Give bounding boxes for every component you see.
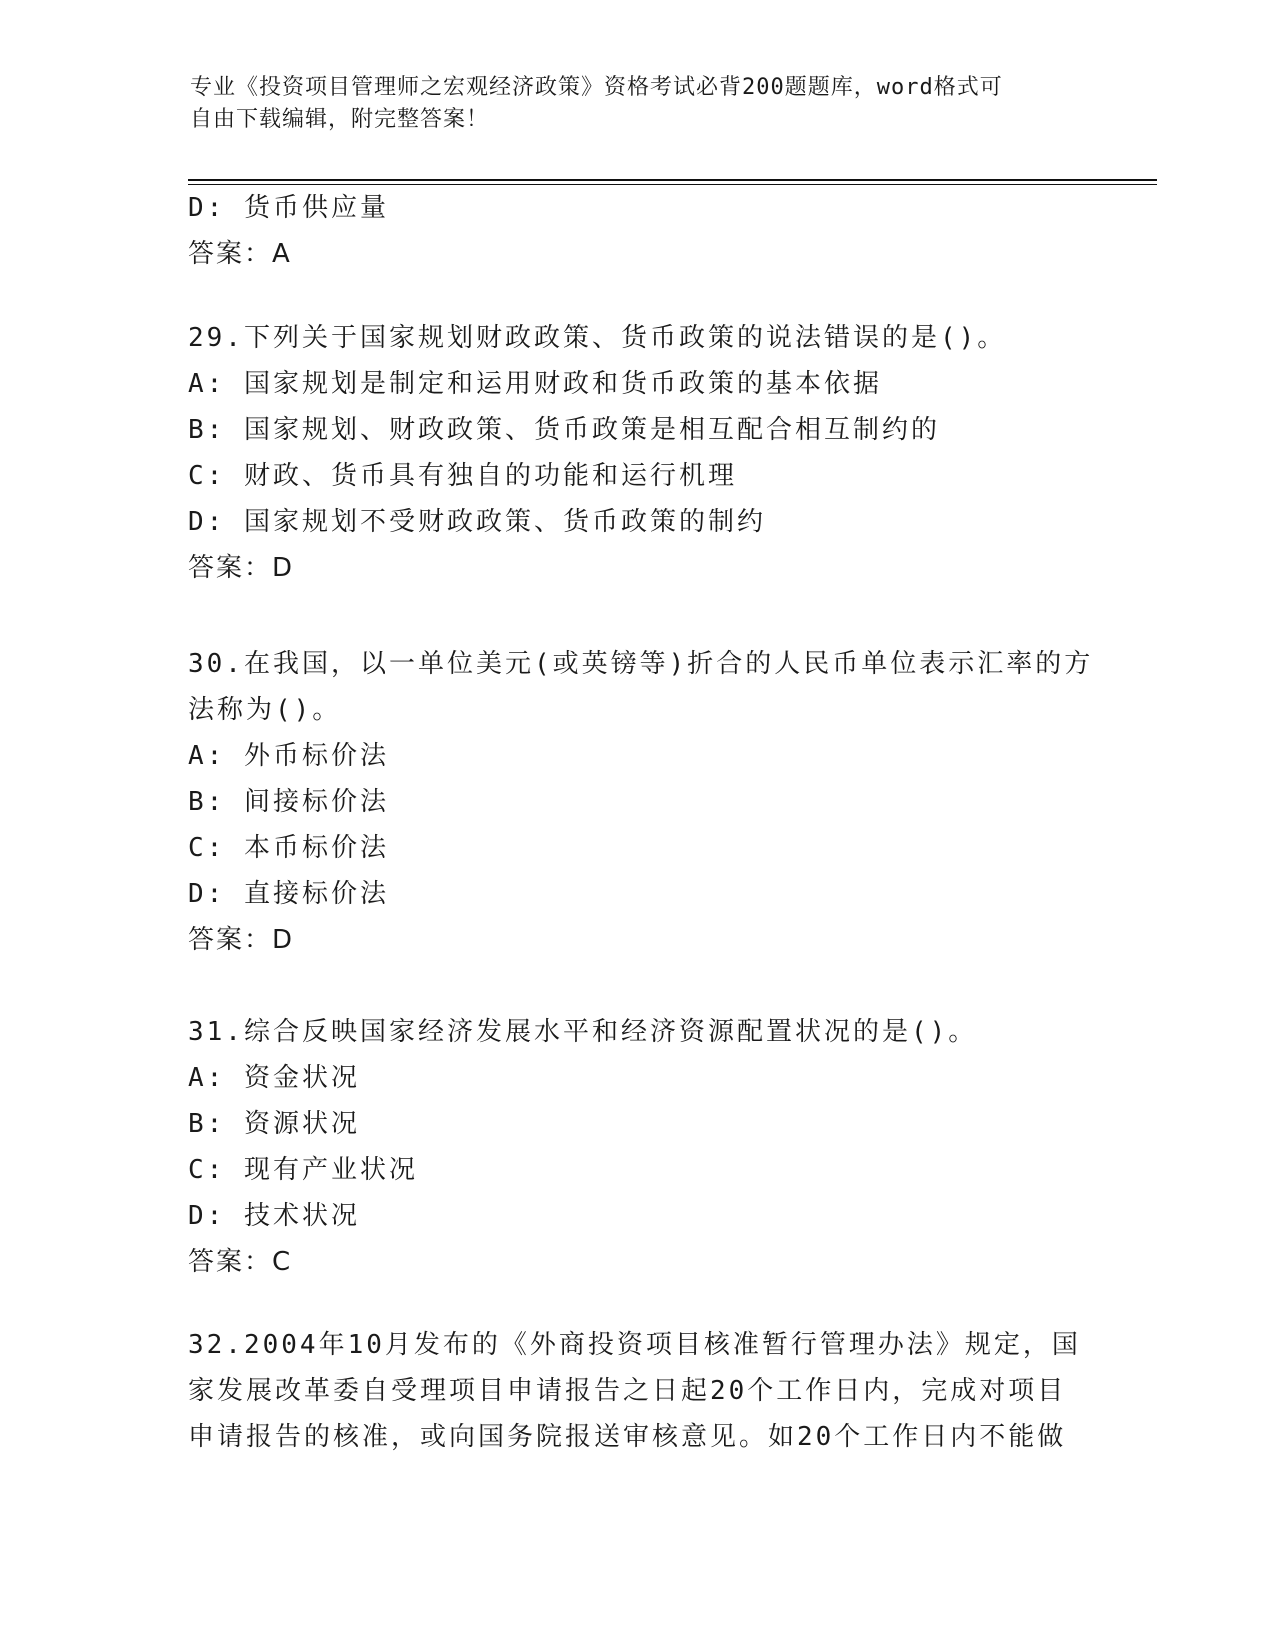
answer-line bbox=[188, 1239, 1088, 1285]
question-number: 29. bbox=[188, 323, 244, 353]
question-stem-continuation: 家发展改革委自受理项目申请报告之日起20个工作日内，完成对项目 bbox=[188, 1376, 1067, 1406]
question-number: 30. bbox=[188, 649, 244, 679]
option-a: A: 资金状况 bbox=[188, 1063, 360, 1093]
question-30 bbox=[188, 641, 1094, 963]
header-line-2: 自由下载编辑，附完整答案！ bbox=[190, 107, 490, 132]
option-b: B: 国家规划、财政政策、货币政策是相互配合相互制约的 bbox=[188, 415, 940, 445]
answer-line bbox=[188, 231, 1088, 277]
question-29 bbox=[188, 315, 1088, 591]
option-a: A: 国家规划是制定和运用财政和货币政策的基本依据 bbox=[188, 369, 882, 399]
answer-label: 答案： bbox=[188, 239, 273, 269]
option-d: D: 直接标价法 bbox=[188, 879, 389, 909]
question-stem: 2004年10月发布的《外商投资项目核准暂行管理办法》规定，国 bbox=[243, 1330, 1081, 1360]
answer-line bbox=[188, 917, 1088, 963]
question-number: 32. bbox=[188, 1330, 244, 1360]
question-stem-continuation: 法称为()。 bbox=[188, 695, 342, 725]
answer-line bbox=[188, 545, 1088, 591]
answer-label: 答案： bbox=[188, 553, 273, 583]
document-header bbox=[190, 72, 1080, 136]
answer-value: C bbox=[272, 1247, 292, 1277]
option-c: C: 本币标价法 bbox=[188, 833, 389, 863]
question-stem-line bbox=[188, 315, 1088, 361]
option-b: B: 资源状况 bbox=[188, 1109, 360, 1139]
question-stem-continuation: 申请报告的核准，或向国务院报送审核意见。如20个工作日内不能做 bbox=[188, 1422, 1067, 1452]
option-d: D: 货币供应量 bbox=[188, 193, 389, 223]
option-c: C: 财政、货币具有独自的功能和运行机理 bbox=[188, 461, 737, 491]
option-d: D: 技术状况 bbox=[188, 1201, 360, 1231]
header-divider-thick bbox=[188, 179, 1157, 181]
option-c: C: 现有产业状况 bbox=[188, 1155, 418, 1185]
answer-label: 答案： bbox=[188, 925, 273, 955]
option-a: A: 外币标价法 bbox=[188, 741, 389, 771]
option-b: B: 间接标价法 bbox=[188, 787, 389, 817]
question-stem: 综合反映国家经济发展水平和经济资源配置状况的是()。 bbox=[243, 1017, 978, 1047]
carryover-block bbox=[188, 185, 1088, 277]
question-stem-line bbox=[188, 641, 1094, 687]
question-stem-line bbox=[188, 1009, 1088, 1055]
answer-label: 答案： bbox=[188, 1247, 273, 1277]
answer-value: A bbox=[272, 239, 291, 269]
question-stem: 下列关于国家规划财政政策、货币政策的说法错误的是()。 bbox=[243, 323, 1007, 353]
header-line-1: 专业《投资项目管理师之宏观经济政策》资格考试必背200题题库，word格式可 bbox=[190, 75, 1003, 100]
answer-value: D bbox=[272, 553, 294, 583]
question-stem: 在我国，以一单位美元(或英镑等)折合的人民币单位表示汇率的方 bbox=[243, 649, 1094, 679]
answer-value: D bbox=[272, 925, 294, 955]
question-stem-line bbox=[188, 1322, 1088, 1368]
option-d: D: 国家规划不受财政政策、货币政策的制约 bbox=[188, 507, 766, 537]
question-32 bbox=[188, 1322, 1088, 1460]
question-31 bbox=[188, 1009, 1088, 1285]
question-number: 31. bbox=[188, 1017, 244, 1047]
